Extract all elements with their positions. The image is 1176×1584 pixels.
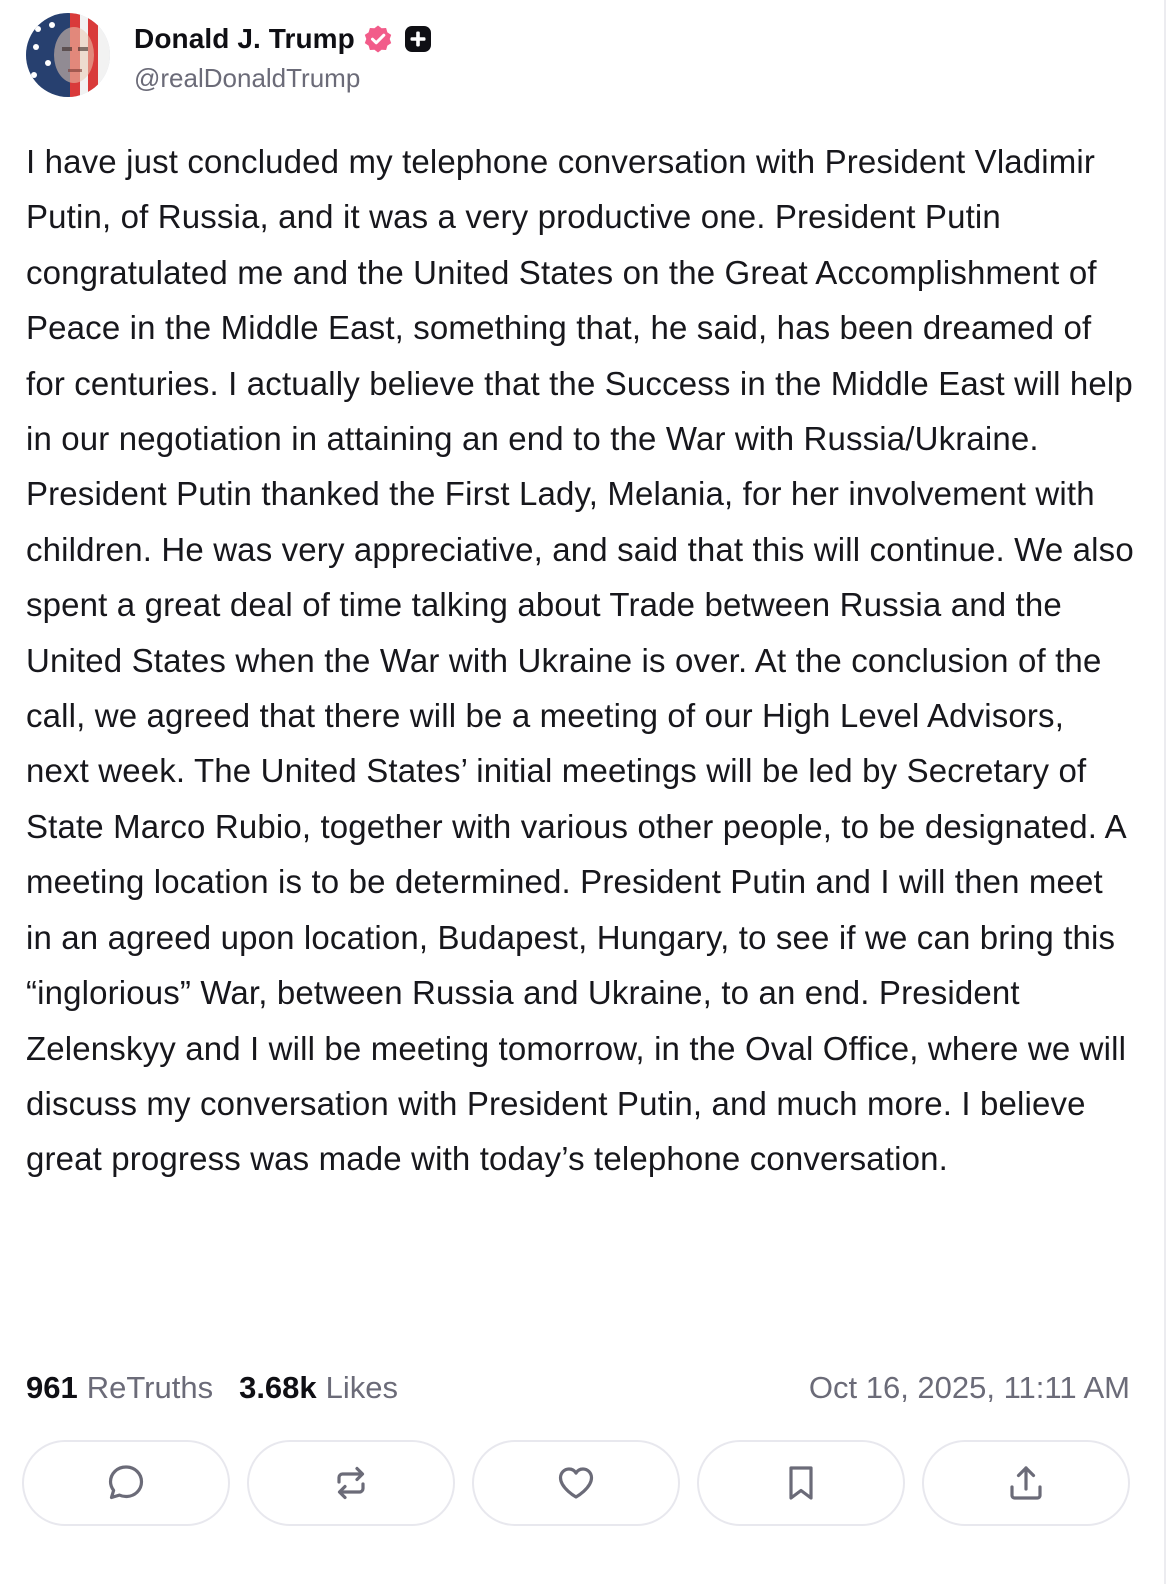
like-button[interactable] [472,1440,680,1526]
reply-button[interactable] [22,1440,230,1526]
retruths-count[interactable]: 961 [26,1370,78,1405]
verified-badge-icon [363,24,393,54]
bookmark-icon [780,1462,822,1504]
plus-square-icon [403,24,433,54]
share-icon [1005,1462,1047,1504]
author-names [134,17,433,94]
post-card [26,12,1136,1187]
likes-label[interactable]: Likes [325,1370,399,1405]
retruth-button[interactable] [247,1440,455,1526]
author-handle[interactable]: @realDonaldTrump [134,62,361,93]
name-row [134,17,433,61]
author-display-name[interactable]: Donald J. Trump [134,22,355,54]
page-right-border [1164,0,1166,1584]
post-body-text: I have just concluded my telephone conversation with President Vladimir Putin, of Russia, and it was a very productive one. President Putin congratulated me and the United States on the Great Accomplishment of Peace in the Middle East, something that, he said, has been dreamed of for centuries. I actually believe that the Success in the Middle East will help in our negotiation in attaining an end to the War with Russia/Ukraine. President Putin thanked the First Lady, Melania, for her involvement with children. He was very appreciative, and said that this will continue. We also spent a great deal of time talking about Trade between Russia and the United States when the War with Ukraine is over. At the conclusion of the call, we agreed that there will be a meeting of our High Level Advisors, next week. The United States’ initial meetings will be led by Secretary of State Marco Rubio, together with various other people, to be designated. A meeting location is to be determined. President Putin and I will then meet in an agreed upon location, Budapest, Hungary, to see if we can bring this “inglorious” War, between Russia and Ukraine, to an end. President Zelenskyy and I will be meeting tomorrow, in the Oval Office, where we will discuss my conversation with President Putin, and much more. I believe great progress was made with today’s telephone conversation. [26,143,1134,1178]
post-action-bar [22,1440,1130,1526]
likes-count[interactable]: 3.68k [239,1370,317,1405]
bookmark-button[interactable] [697,1440,905,1526]
post-timestamp: Oct 16, 2025, 11:11 AM [808,1370,1130,1405]
comment-icon [105,1462,147,1504]
retruths-label[interactable]: ReTruths [86,1370,214,1405]
avatar-image [26,13,110,97]
post-stats [26,1366,1130,1410]
heart-icon [555,1462,597,1504]
post-header [26,12,1136,98]
repost-icon [330,1462,372,1504]
avatar[interactable] [26,13,110,97]
share-button[interactable] [922,1440,1130,1526]
